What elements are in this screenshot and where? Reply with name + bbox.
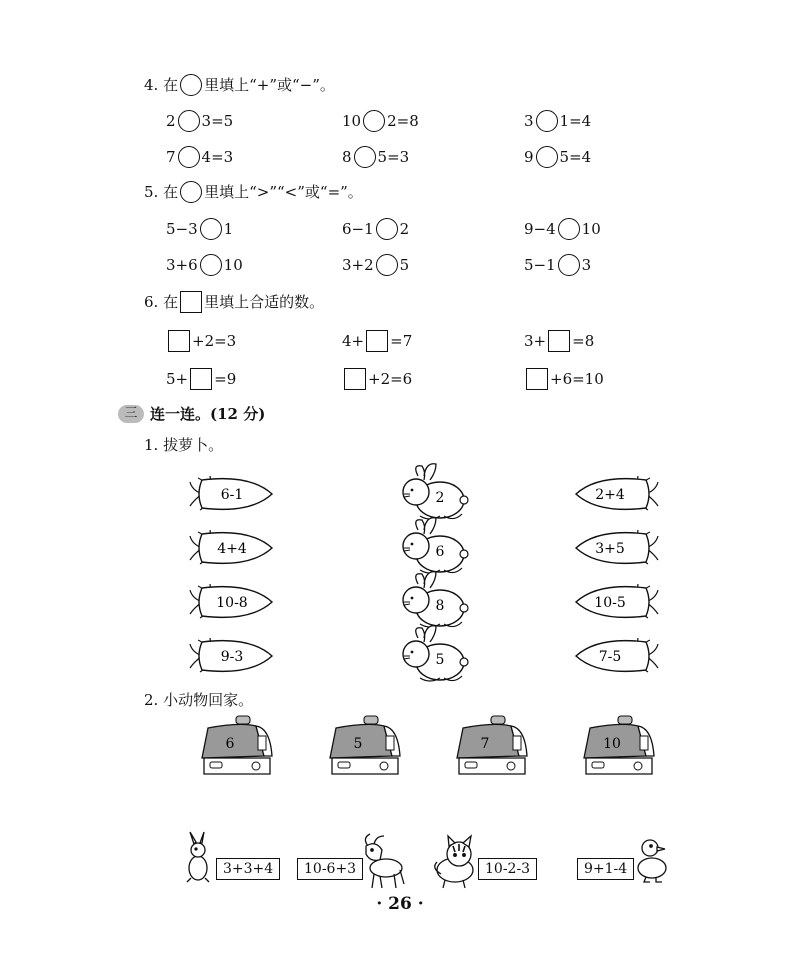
- left-carrot[interactable]: [190, 530, 272, 564]
- expr-left: 3+: [524, 332, 547, 350]
- q6-item: [524, 368, 604, 390]
- expression-card-1[interactable]: 3+3+4: [216, 858, 280, 880]
- section-title: 连一连。(12 分): [150, 405, 266, 423]
- right-carrot[interactable]: [576, 584, 658, 618]
- expr-right: 3: [581, 256, 592, 274]
- q4-title: 4. 在 里填上“+”或“−”。: [144, 76, 335, 94]
- carrot-label: 4+4: [217, 541, 247, 557]
- answer-box-sample: [180, 291, 202, 313]
- answer-circle-sample: [180, 181, 202, 203]
- expression-card-3[interactable]: 10-2-3: [478, 858, 537, 880]
- house-number: 7: [480, 736, 490, 752]
- house-number: 5: [353, 736, 363, 752]
- expr-left: 9−4: [524, 220, 556, 238]
- rabbit[interactable]: [403, 572, 468, 627]
- animals-area: [0, 830, 800, 892]
- q4-item: [524, 110, 591, 132]
- house-number: 10: [603, 736, 621, 752]
- expr-right: =7: [390, 332, 413, 350]
- answer-box[interactable]: [344, 368, 366, 390]
- house[interactable]: [584, 716, 654, 774]
- rabbit[interactable]: [403, 464, 468, 519]
- expr-left: 10: [342, 112, 362, 130]
- sub1-title: 1. 拔萝卜。: [144, 436, 224, 454]
- section-badge: 三: [118, 405, 144, 423]
- right-carrot[interactable]: [576, 476, 658, 510]
- rabbit[interactable]: [403, 518, 468, 573]
- expr-right: +2=6: [368, 370, 413, 388]
- expr-left: 4+: [342, 332, 365, 350]
- q4-item: [166, 146, 233, 168]
- expression-card-2[interactable]: 10-6+3: [297, 858, 363, 880]
- expr-left: 3+6: [166, 256, 198, 274]
- answer-circle[interactable]: [376, 254, 398, 276]
- small-rabbit-icon: [187, 832, 209, 882]
- expr-right: 5: [399, 256, 410, 274]
- expr-left: 9: [524, 148, 534, 166]
- house[interactable]: [457, 716, 527, 774]
- houses-area: [0, 712, 800, 782]
- answer-circle[interactable]: [558, 218, 580, 240]
- expr-right: 1: [223, 220, 234, 238]
- expr-right: 5=4: [559, 148, 592, 166]
- q6-item: [342, 330, 412, 352]
- expression-card-4[interactable]: 9+1-4: [577, 858, 634, 880]
- answer-circle[interactable]: [200, 254, 222, 276]
- cat-icon: [435, 836, 473, 888]
- duck-icon: [638, 840, 666, 882]
- house-number: 6: [225, 736, 235, 752]
- expr-left: 5+: [166, 370, 189, 388]
- q5-item: [342, 254, 409, 276]
- expr-right: 2: [399, 220, 410, 238]
- expr-right: =9: [214, 370, 237, 388]
- answer-circle[interactable]: [536, 110, 558, 132]
- right-carrot[interactable]: [576, 638, 658, 672]
- expr-right: +6=10: [550, 370, 604, 388]
- answer-circle[interactable]: [558, 254, 580, 276]
- q6-item: [524, 330, 594, 352]
- expr-left: 5−3: [166, 220, 198, 238]
- q6-item: [342, 368, 412, 390]
- section-3-heading: [118, 404, 265, 424]
- expr-right: 5=3: [377, 148, 410, 166]
- expr-right: 1=4: [559, 112, 592, 130]
- rabbit-number: 5: [435, 652, 445, 668]
- sub2-title: 2. 小动物回家。: [144, 691, 254, 709]
- expr-right: 10: [581, 220, 601, 238]
- expr-left: 3: [524, 112, 534, 130]
- carrot-label: 6-1: [220, 487, 244, 503]
- expr-right: +2=3: [192, 332, 237, 350]
- goat-icon: [365, 834, 404, 888]
- rabbit-number: 2: [435, 490, 445, 506]
- q5-item: [524, 218, 601, 240]
- answer-box[interactable]: [526, 368, 548, 390]
- expr-left: 6−1: [342, 220, 374, 238]
- answer-circle-sample: [180, 74, 202, 96]
- answer-circle[interactable]: [178, 110, 200, 132]
- q6-title: 6. 在 里填上合适的数。: [144, 293, 325, 311]
- answer-circle[interactable]: [200, 218, 222, 240]
- q4-item: [342, 110, 419, 132]
- carrot-label: 10-8: [216, 595, 248, 611]
- expr-right: 3=5: [201, 112, 234, 130]
- page-number: · 26 ·: [376, 894, 424, 914]
- answer-circle[interactable]: [376, 218, 398, 240]
- answer-box[interactable]: [190, 368, 212, 390]
- expr-left: 8: [342, 148, 352, 166]
- q5-item: [166, 254, 243, 276]
- q4-item: [342, 146, 409, 168]
- answer-circle[interactable]: [354, 146, 376, 168]
- right-carrot[interactable]: [576, 530, 658, 564]
- carrot-label: 10-5: [594, 595, 626, 611]
- expr-right: 10: [223, 256, 243, 274]
- q5-item: [342, 218, 409, 240]
- left-carrot[interactable]: [190, 476, 272, 510]
- rabbit-number: 6: [435, 544, 445, 560]
- carrot-rabbit-area: [0, 460, 800, 690]
- q6-item: [166, 330, 236, 352]
- q5-item: [524, 254, 591, 276]
- carrot-label: 2+4: [595, 487, 625, 503]
- answer-box[interactable]: [366, 330, 388, 352]
- expr-right: 4=3: [201, 148, 234, 166]
- carrot-label: 9-3: [220, 649, 244, 665]
- house[interactable]: [330, 716, 400, 774]
- q4-item: [524, 146, 591, 168]
- answer-box[interactable]: [168, 330, 190, 352]
- answer-circle[interactable]: [178, 146, 200, 168]
- carrot-label: 3+5: [595, 541, 625, 557]
- answer-circle[interactable]: [536, 146, 558, 168]
- left-carrot[interactable]: [190, 584, 272, 618]
- rabbit[interactable]: [403, 626, 468, 681]
- expr-left: 3+2: [342, 256, 374, 274]
- rabbit-number: 8: [435, 598, 445, 614]
- expr-left: 5−1: [524, 256, 556, 274]
- q5-item: [166, 218, 233, 240]
- expr-right: =8: [572, 332, 595, 350]
- expr-right: 2=8: [387, 112, 419, 130]
- q5-title: 5. 在 里填上“>”“<”或“=”。: [144, 183, 363, 201]
- expr-left: 2: [166, 112, 176, 130]
- carrot-label: 7-5: [598, 649, 622, 665]
- q6-item: [166, 368, 236, 390]
- q4-item: [166, 110, 233, 132]
- answer-circle[interactable]: [363, 110, 385, 132]
- expr-left: 7: [166, 148, 176, 166]
- answer-box[interactable]: [548, 330, 570, 352]
- house[interactable]: [202, 716, 272, 774]
- left-carrot[interactable]: [190, 638, 272, 672]
